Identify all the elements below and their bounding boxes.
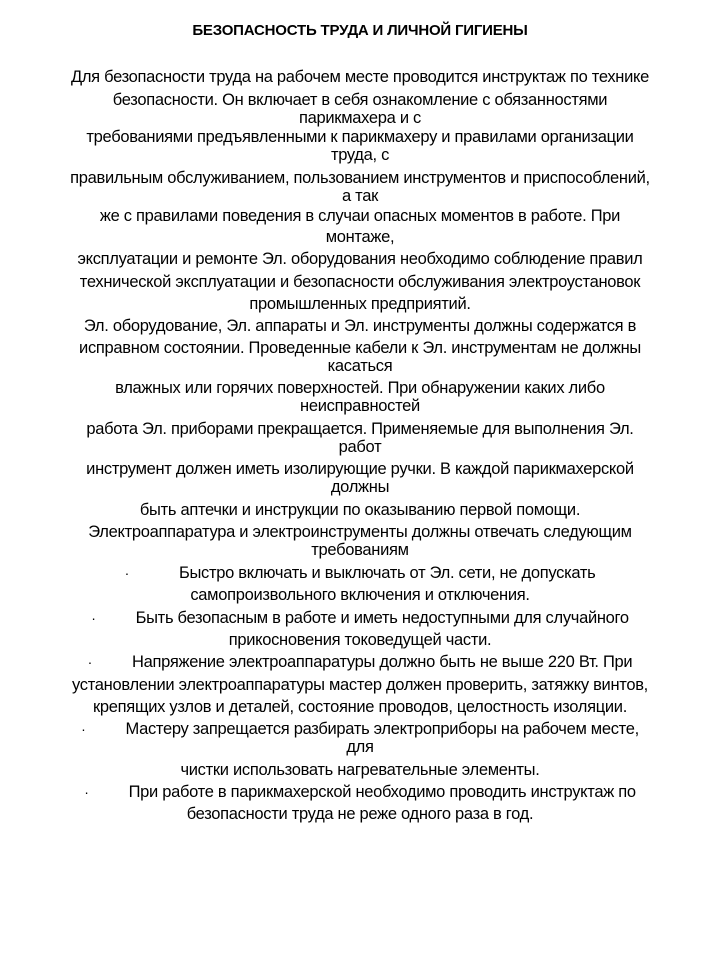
list-item-text: Мастеру запрещается разбирать электроприборы на рабочем месте,: [125, 720, 639, 738]
list-item-continuation: [0, 804, 720, 824]
paragraph-line: Электроаппаратура и электроинструменты должны отвечать следующим: [88, 523, 632, 541]
paragraph-line: работа Эл. приборами прекращается. Применяемые для выполнения Эл.: [86, 420, 634, 438]
list-item-text: установлении электроаппаратуры мастер должен проверить, затяжку винтов,: [72, 676, 648, 694]
list-item-continuation: [0, 585, 720, 605]
list-item: [0, 782, 720, 802]
paragraph-line: Эл. оборудование, Эл. аппараты и Эл. инструменты должны содержатся в: [83, 317, 637, 335]
paragraph-line: касаться: [327, 357, 393, 375]
paragraph-line: а так: [341, 187, 379, 205]
paragraph-line: инструмент должен иметь изолирующие ручки. В каждой парикмахерской: [86, 460, 634, 478]
paragraph-line: монтаже,: [325, 228, 395, 246]
list-item-continuation: [0, 630, 720, 650]
list-item-text: Быстро включать и выключать от Эл. сети, не допускать: [178, 564, 596, 582]
list-item: [0, 608, 720, 628]
paragraph-line: быть аптечки и инструкции по оказыванию первой помощи.: [139, 501, 581, 519]
paragraph-line: требованиями предъявленными к парикмахеру и правилами организации: [86, 128, 634, 146]
paragraph-line: неисправностей: [300, 397, 420, 415]
document-title: БЕЗОПАСНОСТЬ ТРУДА И ЛИЧНОЙ ГИГИЕНЫ: [192, 22, 528, 39]
list-item-text: прикосновения токоведущей части.: [228, 631, 492, 649]
list-item-text: крепящих узлов и деталей, состояние проводов, целостность изоляции.: [93, 698, 627, 716]
paragraph-line: эксплуатации и ремонте Эл. оборудования необходимо соблюдение правил: [77, 250, 643, 268]
paragraph-line: промышленных предприятий.: [249, 295, 471, 313]
list-item-text: При работе в парикмахерской необходимо проводить инструктаж по: [128, 783, 636, 801]
list-item-continuation: [0, 737, 720, 757]
paragraph-line: Для безопасности труда на рабочем месте проводится инструктаж по технике: [70, 68, 649, 86]
paragraph-line: труда, с: [330, 146, 390, 164]
list-item-text: самопроизвольного включения и отключения.: [190, 586, 530, 604]
paragraph-line: исправном состоянии. Проведенные кабели к Эл. инструментам не должны: [79, 339, 641, 357]
list-item: [0, 563, 720, 583]
bullet-icon: ·: [87, 654, 93, 670]
paragraph-line: правильным обслуживанием, пользованием инструментов и приспособлений,: [70, 169, 650, 187]
paragraph-line: же с правилами поведения в случаи опасных моментов в работе. При: [99, 207, 621, 225]
bullet-icon: ·: [84, 784, 89, 800]
list-item-continuation: [0, 760, 720, 780]
list-item-text: безопасности труда не реже одного раза в год.: [186, 805, 534, 823]
bullet-icon: ·: [124, 565, 129, 581]
paragraph-line: требованиям: [311, 541, 409, 559]
list-item-text: Быть безопасным в работе и иметь недоступными для случайного: [135, 609, 629, 627]
list-item-text: Напряжение электроаппаратуры должно быть не выше 220 Вт. При: [132, 653, 633, 671]
list-item-continuation: [0, 675, 720, 695]
list-item-text: чистки использовать нагревательные элементы.: [180, 761, 540, 779]
list-item: [0, 652, 720, 672]
list-item-text: для: [346, 738, 374, 756]
paragraph-line: работ: [338, 438, 382, 456]
bullet-icon: ·: [81, 721, 86, 737]
paragraph-line: технической эксплуатации и безопасности обслуживания электроустановок: [79, 273, 641, 291]
list-item-continuation: [0, 697, 720, 717]
paragraph-line: безопасности. Он включает в себя ознакомление с обязанностями: [112, 91, 608, 109]
paragraph-line: должны: [330, 478, 390, 496]
bullet-icon: ·: [91, 610, 96, 626]
paragraph-line: влажных или горячих поверхностей. При обнаружении каких либо: [115, 379, 605, 397]
list-item: [0, 719, 720, 739]
paragraph-line: парикмахера и с: [299, 109, 421, 127]
